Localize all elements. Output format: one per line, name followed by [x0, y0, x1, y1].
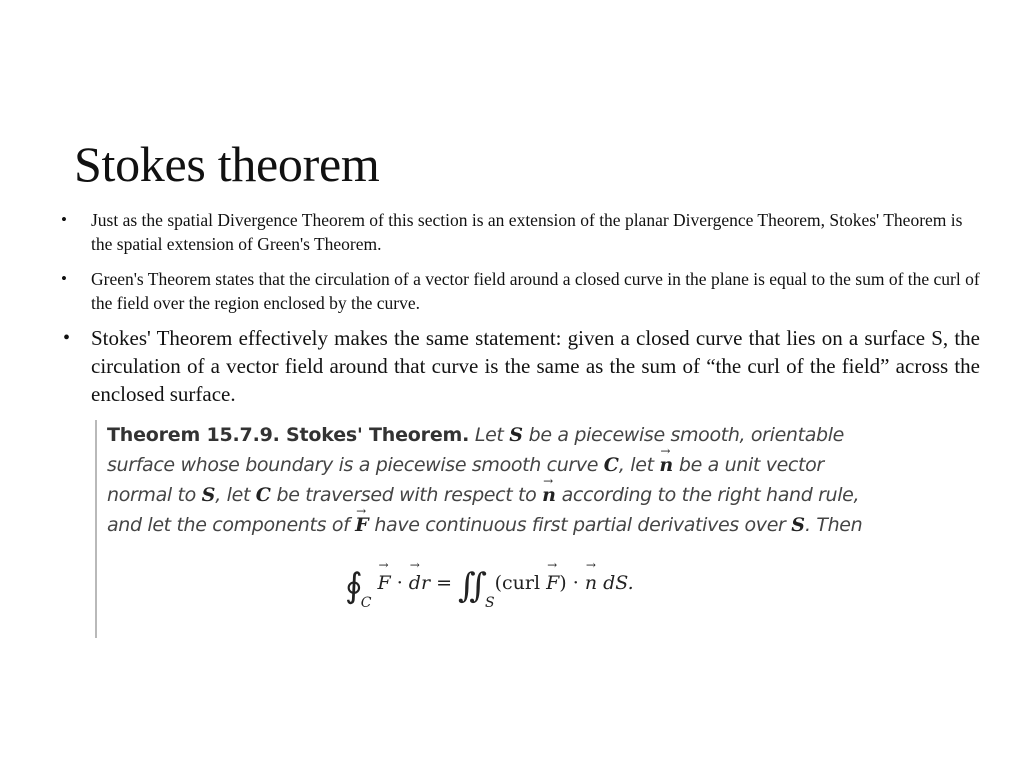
slide-title: Stokes theorem	[74, 136, 380, 192]
bullet-text: Stokes' Theorem effectively makes the same statement: given a closed curve that lies on a surface S, the circulation of a vector field around that curve is the same as the sum of “the curl of the field” across the enclosed surface.	[91, 326, 980, 406]
theorem-text: according to the right hand rule, and let the components of	[107, 484, 860, 536]
theorem-text: have continuous first partial derivatives over	[368, 514, 792, 536]
theorem-heading: Theorem 15.7.9. Stokes' Theorem.	[107, 424, 470, 446]
theorem-text: Let	[474, 424, 510, 446]
formula-equals: =	[430, 572, 459, 594]
theorem-text: be a piecewise smooth, orientable surface whose boundary is a piecewise smooth curve	[107, 424, 844, 476]
symbol-C: C	[255, 484, 271, 506]
surface-integral-symbol: ∬	[458, 566, 487, 606]
bullet-marker: •	[61, 269, 67, 288]
theorem-text: . Then	[804, 514, 863, 536]
formula-n-vector: n →	[585, 572, 597, 594]
symbol-n-vector: n →	[542, 480, 556, 510]
bullet-item	[60, 208, 980, 256]
symbol-S: S	[509, 424, 523, 446]
bullet-item	[60, 324, 980, 408]
theorem-statement	[107, 420, 877, 540]
theorem-text: , let	[215, 484, 256, 506]
formula-curl-open: (curl	[494, 572, 547, 594]
symbol-F-vector: F →	[355, 510, 369, 540]
theorem-text: be a unit vector normal to	[107, 454, 824, 506]
formula-dS: dS.	[597, 572, 634, 594]
bullet-text: Green's Theorem states that the circulation of a vector field around a closed curve in the plane is equal to the sum of the curl of the field over the region enclosed by the curve.	[91, 269, 980, 313]
symbol-C: C	[603, 454, 619, 476]
formula-dr-vector: dr →	[409, 572, 430, 594]
bullet-marker: •	[61, 210, 67, 229]
bullet-marker: •	[63, 327, 71, 349]
bullet-item	[60, 267, 980, 315]
symbol-n-vector: n →	[659, 450, 673, 480]
symbol-S: S	[201, 484, 216, 506]
formula-dot: ·	[390, 572, 409, 594]
formula-F-vector: F →	[546, 572, 559, 594]
symbol-S: S	[791, 514, 805, 536]
stokes-formula	[345, 558, 634, 618]
formula-F-vector: F →	[377, 572, 390, 594]
line-integral-symbol: ∮	[345, 566, 363, 606]
theorem-text: , let	[618, 454, 660, 476]
integral-subscript-S: S	[485, 595, 495, 611]
theorem-image	[95, 420, 887, 638]
formula-curl-close: ) ·	[559, 572, 585, 594]
theorem-text: be traversed with respect to	[270, 484, 543, 506]
bullet-list	[60, 208, 980, 408]
integral-subscript-C: C	[360, 595, 372, 611]
bullet-text: Just as the spatial Divergence Theorem of this section is an extension of the planar Divergence Theorem, Stokes' Theorem is the spatial extension of Green's Theorem.	[91, 210, 963, 254]
